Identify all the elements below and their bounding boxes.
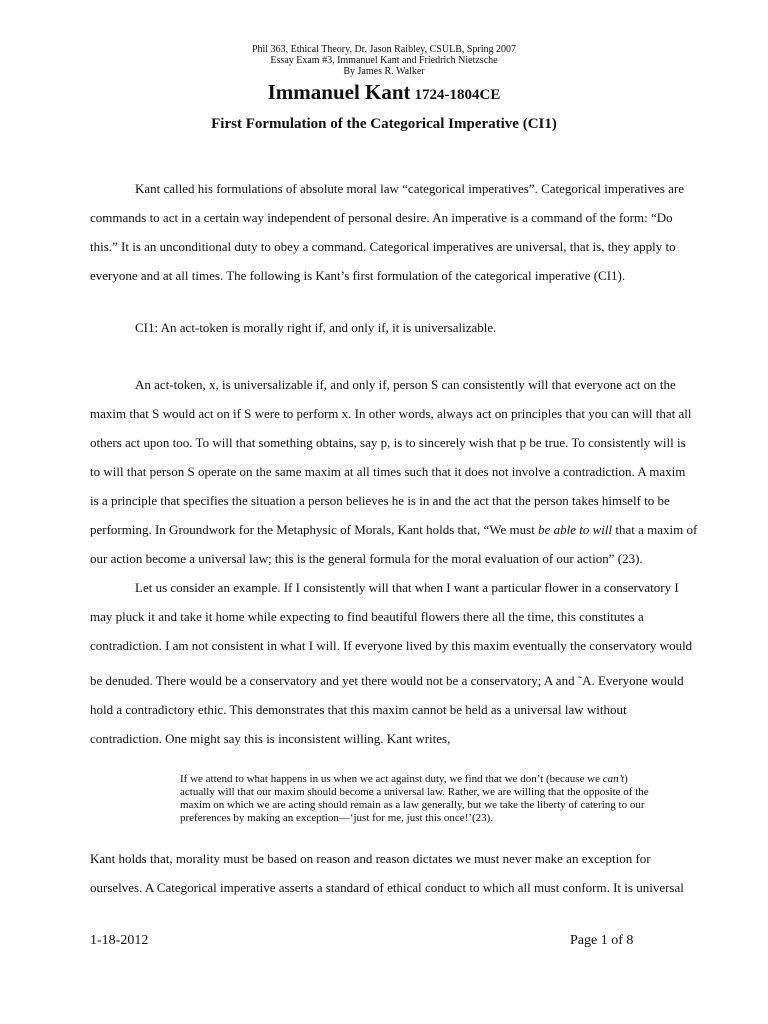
author-header: By James R. Walker: [343, 66, 425, 77]
course-header: Phil 363, Ethical Theory, Dr. Jason Raibley, CSULB, Spring 2007: [251, 44, 517, 55]
text-line: contradiction. I am not consistent in what I will. If everyone lived by this maxim eventually the conservatory would: [90, 638, 693, 653]
text-line: everyone and at all times. The following is Kant’s first formulation of the categorical imperative (CI1).: [90, 268, 626, 283]
section-heading: First Formulation of the Categorical Imperative (CI1): [211, 116, 557, 132]
text-line: Kant called his formulations of absolute moral law “categorical imperatives”. Categorical imperatives are: [135, 181, 685, 196]
text-run: ): [624, 773, 628, 785]
text-line: this.” It is an unconditional duty to obey a command. Categorical imperatives are universal, that is, they apply to: [90, 239, 676, 254]
text-line: be denuded. There would be a conservatory and yet there would not be a conservatory; A and ˜A. Everyone would: [90, 673, 684, 688]
text-line: contradiction. One might say this is inconsistent willing. Kant writes,: [90, 731, 451, 746]
quote-line: preferences by making an exception—‘just for me, just this once!’(23).: [180, 812, 494, 824]
text-run: that a maxim of: [612, 522, 698, 537]
emphasis-text: can’t: [602, 773, 625, 785]
quote-line: maxim on which we are acting should remain as a law generally, but we take the liberty of catering to our: [180, 799, 645, 811]
text-line: our action become a universal law; this is the general formula for the moral evaluation of our action” (23).: [90, 551, 643, 566]
exam-header: Essay Exam #3, Immanuel Kant and Friedrich Nietzsche: [270, 55, 498, 66]
text-line: An act-token, x, is universalizable if, and only if, person S can consistently will that everyone act on the: [135, 377, 676, 392]
text-line: to will that person S operate on the same maxim at all times such that it does not involve a contradiction. A maxim: [90, 464, 686, 479]
text-run: If we attend to what happens in us when we act against duty, we find that we don’t (because we: [180, 773, 603, 785]
text-line: commands to act in a certain way independent of personal desire. An imperative is a command of the form: “Do: [90, 210, 673, 225]
text-line: [90, 522, 697, 538]
text-line: Let us consider an example. If I consistently will that when I want a particular flower in a conservatory I: [135, 580, 679, 595]
page-title: [0, 80, 768, 105]
text-line: ourselves. A Categorical imperative asserts a standard of ethical conduct to which all must conform. It is universal: [90, 880, 684, 895]
text-line: hold a contradictory ethic. This demonstrates that this maxim cannot be held as a universal law without: [90, 702, 627, 717]
quote-line: [180, 773, 628, 786]
text-line: may pluck it and take it home while expecting to find beautiful flowers there all the time, this constitutes a: [90, 609, 644, 624]
emphasis-text: be able to will: [538, 522, 613, 537]
title-name: Immanuel Kant: [267, 80, 411, 104]
footer-date: 1-18-2012: [90, 933, 149, 948]
quote-line: actually will that our maxim should become a universal law. Rather, we are willing that the opposite of the: [180, 786, 649, 798]
text-run: performing. In Groundwork for the Metaphysic of Morals, Kant holds that, “We must: [90, 522, 539, 537]
ci1-statement: CI1: An act-token is morally right if, and only if, it is universalizable.: [135, 320, 497, 335]
text-line: others act upon too. To will that something obtains, say p, is to sincerely wish that p be true. To consistently will is: [90, 435, 686, 450]
title-years: 1724-1804CE: [414, 87, 501, 103]
page-number: Page 1 of 8: [570, 933, 634, 948]
text-line: is a principle that specifies the situation a person believes he is in and the act that the person takes himself to be: [90, 493, 670, 508]
text-line: Kant holds that, morality must be based on reason and reason dictates we must never make an exception for: [90, 851, 651, 866]
text-line: maxim that S would act on if S were to perform x. In other words, always act on principles that you can will that all: [90, 406, 692, 421]
